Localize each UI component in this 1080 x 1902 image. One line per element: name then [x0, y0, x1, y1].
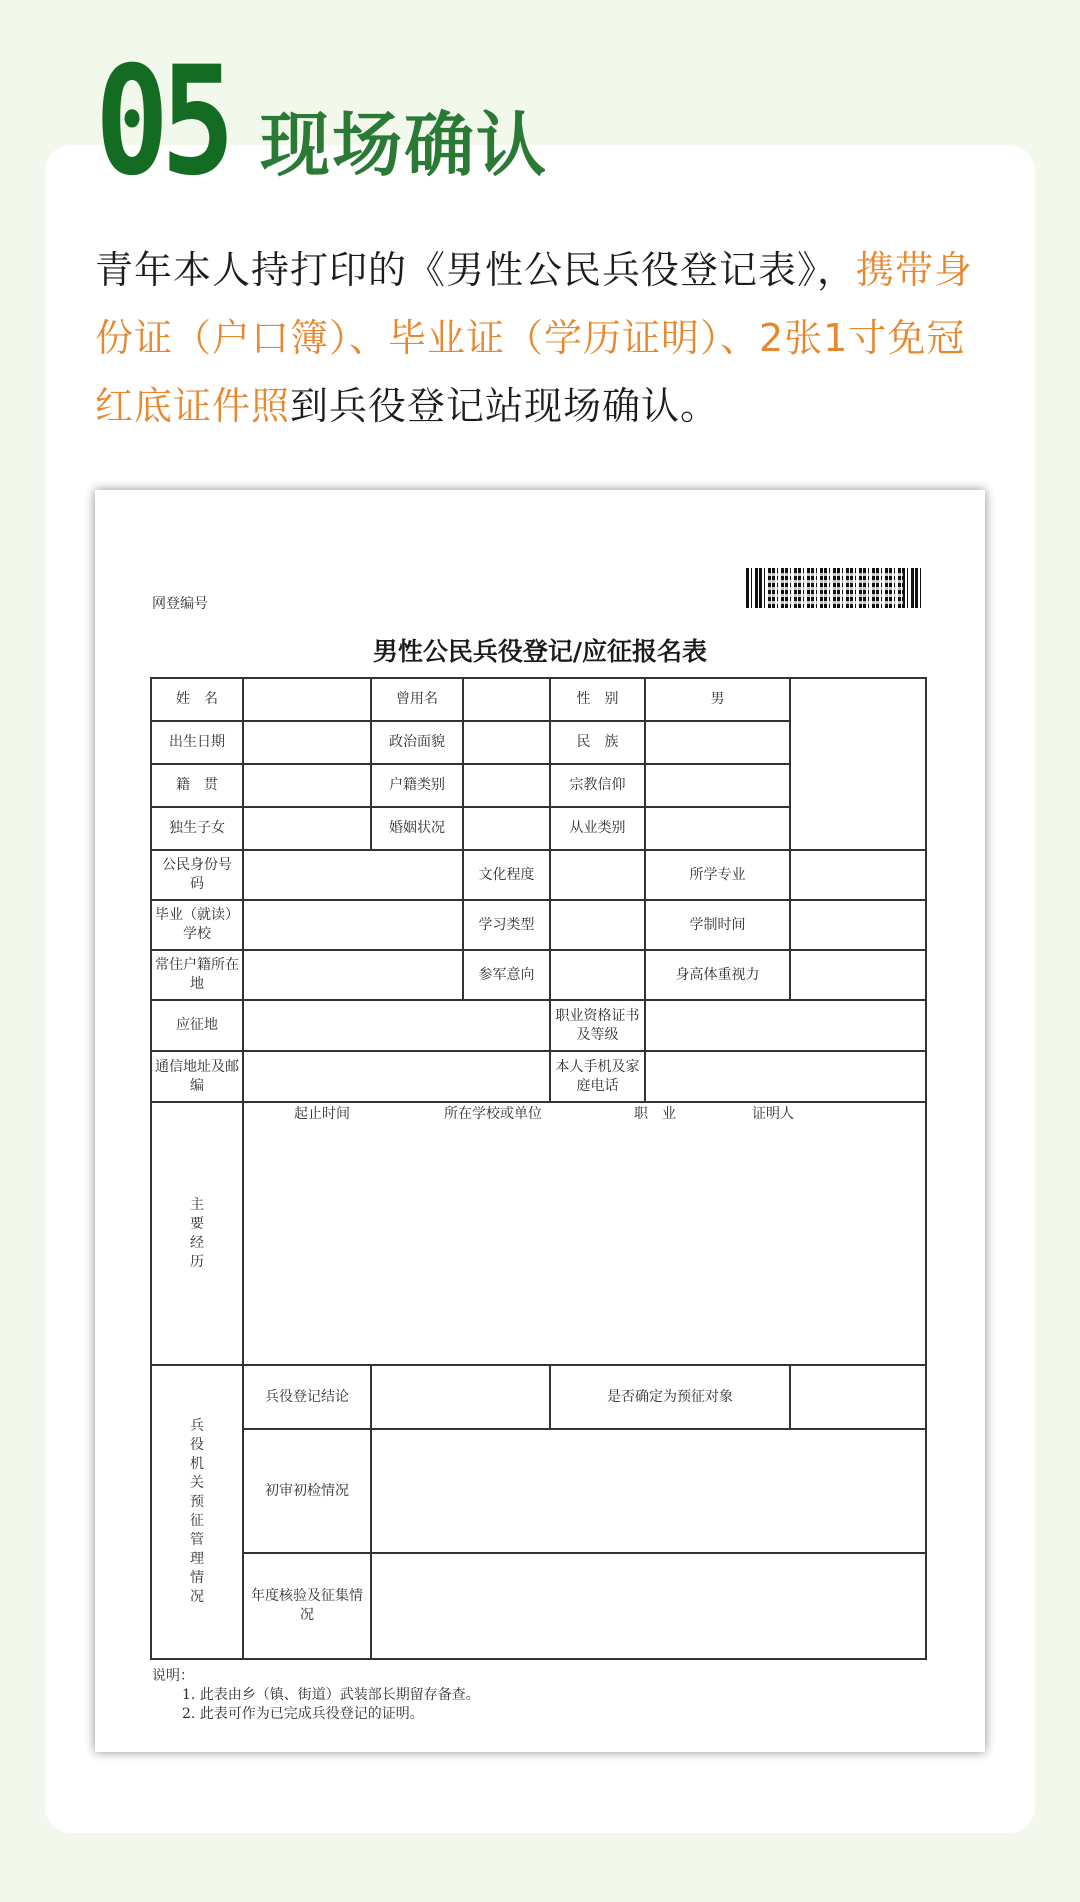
label-political: 政治面貌: [371, 721, 463, 764]
label-marital: 婚姻状况: [371, 807, 463, 850]
label-major: 所学专业: [645, 850, 790, 900]
exp-header-unit: 所在学校或单位: [444, 1106, 542, 1122]
label-phone: 本人手机及家庭电话: [550, 1051, 645, 1102]
label-residence: 常住户籍所在地: [151, 950, 243, 1000]
form-table: [150, 677, 927, 1660]
label-education: 文化程度: [463, 850, 550, 900]
label-initial-check: 初审初检情况: [243, 1429, 371, 1553]
label-conscription-place: 应征地: [151, 1000, 243, 1051]
intro-highlight: 携带身份证（户口簿）、毕业证（学历证明）、2张1寸免冠红底证件照: [95, 248, 974, 428]
label-study-duration: 学制时间: [645, 900, 790, 950]
section-title: 现场确认: [260, 104, 548, 186]
label-occupation-type: 从业类别: [550, 807, 645, 850]
registration-form-image: [95, 490, 985, 1752]
label-body: 身高体重视力: [645, 950, 790, 1000]
form-title: 男性公民兵役登记/应征报名表: [372, 637, 708, 666]
label-ethnicity: 民 族: [550, 721, 645, 764]
reg-number-label: 网登编号: [152, 596, 208, 612]
label-birth-date: 出生日期: [151, 721, 243, 764]
label-hukou-type: 户籍类别: [371, 764, 463, 807]
experience-area: [243, 1102, 926, 1365]
section-number: 05: [95, 35, 227, 209]
label-native-place: 籍 贯: [151, 764, 243, 807]
exp-header-job: 职 业: [634, 1106, 676, 1122]
intro-text-2: 到兵役登记站现场确认。: [290, 384, 720, 428]
label-religion: 宗教信仰: [550, 764, 645, 807]
intro-paragraph: [95, 236, 995, 440]
label-enlist-intent: 参军意向: [463, 950, 550, 1000]
label-address: 通信地址及邮编: [151, 1051, 243, 1102]
experience-label: 主 要 经 历: [151, 1102, 243, 1365]
management-label: 兵 役 机 关 预 征 管 理 情 况: [151, 1365, 243, 1659]
form-notes: 说明： 1. 此表由乡（镇、街道）武装部长期留存备查。 2. 此表可作为已完成兵役登记的证明。: [152, 1668, 480, 1722]
label-study-type: 学习类型: [463, 900, 550, 950]
label-qualification: 职业资格证书及等级: [550, 1000, 645, 1051]
label-former-name: 曾用名: [371, 678, 463, 721]
label-school: 毕业（就读）学校: [151, 900, 243, 950]
exp-header-period: 起止时间: [294, 1106, 350, 1122]
label-annual-check: 年度核验及征集情况: [243, 1553, 371, 1659]
label-name: 姓 名: [151, 678, 243, 721]
label-only-child: 独生子女: [151, 807, 243, 850]
label-id-number: 公民身份号 码: [151, 850, 243, 900]
label-conclusion: 兵役登记结论: [243, 1365, 371, 1429]
exp-header-witness: 证明人: [752, 1106, 794, 1122]
gender-value: 男: [645, 678, 790, 721]
barcode: [746, 568, 921, 608]
intro-text-1: 青年本人持打印的《男性公民兵役登记表》，: [95, 248, 857, 292]
label-gender: 性 别: [550, 678, 645, 721]
photo-cell: [790, 678, 926, 850]
label-pre-target: 是否确定为预征对象: [550, 1365, 790, 1429]
